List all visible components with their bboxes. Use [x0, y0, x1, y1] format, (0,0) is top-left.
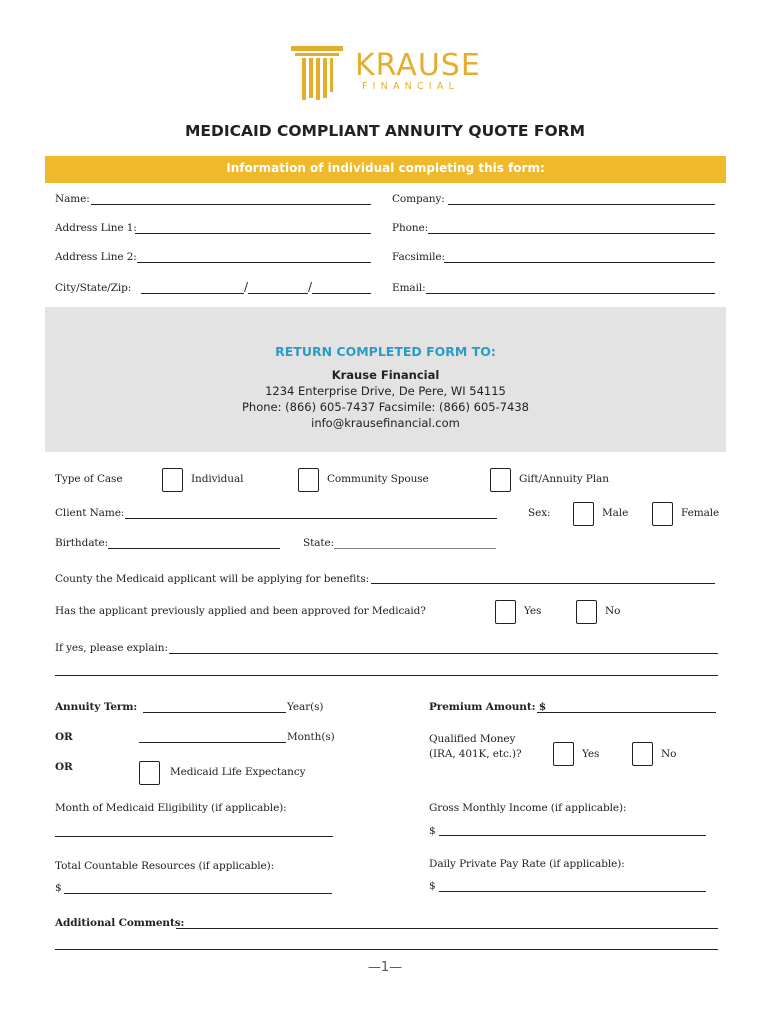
client-name-field[interactable] — [125, 518, 497, 519]
previous-yes-label: Yes — [524, 605, 542, 617]
qualified-money-label-1: Qualified Money — [429, 733, 516, 745]
city-state-zip-field[interactable] — [141, 293, 371, 294]
return-address: 1234 Enterprise Drive, De Pere, WI 54115 — [265, 384, 506, 398]
resources-field[interactable] — [64, 893, 332, 894]
or-label-2: OR — [55, 761, 73, 773]
previous-no-label: No — [605, 605, 621, 617]
comments-label: Additional Comments: — [55, 917, 185, 929]
return-email: info@krausefinancial.com — [311, 416, 460, 430]
private-pay-label: Daily Private Pay Rate (if applicable): — [429, 858, 625, 870]
explain-field-1[interactable] — [169, 653, 718, 654]
email-field[interactable] — [426, 293, 715, 294]
fax-field[interactable] — [444, 262, 715, 263]
premium-amount-label: Premium Amount: $ — [429, 701, 547, 713]
gross-income-field[interactable] — [439, 835, 706, 836]
return-title: RETURN COMPLETED FORM TO: — [275, 344, 496, 359]
slash-2: / — [308, 280, 312, 294]
male-label: Male — [602, 507, 629, 519]
previous-medicaid-label: Has the applicant previously applied and been approved for Medicaid? — [55, 605, 426, 617]
private-pay-dollar: $ — [429, 880, 436, 892]
qualified-yes-checkbox[interactable] — [553, 742, 574, 766]
birthdate-field[interactable] — [108, 548, 280, 549]
phone-label: Phone: — [392, 222, 429, 234]
life-expectancy-checkbox[interactable] — [139, 761, 160, 785]
annuity-term-label: Annuity Term: — [55, 701, 138, 713]
life-expectancy-label: Medicaid Life Expectancy — [170, 766, 306, 778]
return-phones: Phone: (866) 605-7437 Facsimile: (866) 605-7438 — [241, 400, 529, 414]
state-label: State: — [303, 537, 335, 549]
address2-field[interactable] — [137, 262, 371, 263]
resources-dollar: $ — [55, 882, 62, 894]
fax-label: Facsimile: — [392, 251, 445, 263]
birthdate-label: Birthdate: — [55, 537, 109, 549]
annuity-months-field[interactable] — [139, 742, 286, 743]
individual-checkbox[interactable] — [162, 468, 183, 492]
slash-1: / — [244, 280, 248, 294]
type-of-case-label: Type of Case — [55, 473, 123, 485]
female-label: Female — [681, 507, 720, 519]
explain-field-2[interactable] — [55, 675, 718, 676]
company-field[interactable] — [448, 204, 715, 205]
state-field[interactable] — [334, 548, 496, 549]
county-label: County the Medicaid applicant will be applying for benefits: — [55, 573, 370, 585]
previous-no-checkbox[interactable] — [576, 600, 597, 624]
qualified-no-checkbox[interactable] — [632, 742, 653, 766]
previous-yes-checkbox[interactable] — [495, 600, 516, 624]
eligibility-label: Month of Medicaid Eligibility (if applicable): — [55, 802, 287, 814]
years-label: Year(s) — [287, 701, 324, 713]
name-label: Name: — [55, 193, 90, 205]
gift-plan-checkbox[interactable] — [490, 468, 511, 492]
resources-label: Total Countable Resources (if applicable): — [55, 860, 275, 872]
info-banner-text: Information of individual completing this form: — [226, 161, 545, 175]
address1-label: Address Line 1: — [55, 222, 137, 234]
form-title: MEDICAID COMPLIANT ANNUITY QUOTE FORM — [184, 122, 586, 140]
address1-field[interactable] — [135, 233, 371, 234]
comments-field-2[interactable] — [55, 949, 718, 950]
gross-income-label: Gross Monthly Income (if applicable): — [429, 802, 627, 814]
page-number: —1— — [367, 960, 403, 975]
client-name-label: Client Name: — [55, 507, 125, 519]
explain-label: If yes, please explain: — [55, 642, 168, 654]
name-field[interactable] — [91, 204, 371, 205]
email-label: Email: — [392, 282, 426, 294]
company-label: Company: — [392, 193, 445, 205]
gift-plan-label: Gift/Annuity Plan — [519, 473, 609, 485]
male-checkbox[interactable] — [573, 502, 594, 526]
private-pay-field[interactable] — [439, 891, 706, 892]
return-company: Krause Financial — [331, 368, 440, 382]
address2-label: Address Line 2: — [55, 251, 137, 263]
individual-label: Individual — [191, 473, 244, 485]
qualified-money-label-2: (IRA, 401K, etc.)? — [429, 748, 522, 760]
logo-subtitle: FINANCIAL — [362, 81, 460, 92]
city-label: City/State/Zip: — [55, 282, 132, 294]
months-label: Month(s) — [287, 731, 335, 743]
qualified-yes-label: Yes — [582, 748, 600, 760]
logo-name: KRAUSE — [355, 48, 481, 83]
county-field[interactable] — [371, 583, 715, 584]
female-checkbox[interactable] — [652, 502, 673, 526]
annuity-years-field[interactable] — [143, 712, 286, 713]
pillar-logo-icon — [291, 46, 343, 100]
gross-income-dollar: $ — [429, 825, 436, 837]
comments-field-1[interactable] — [176, 928, 718, 929]
premium-amount-field[interactable] — [537, 712, 716, 713]
eligibility-field[interactable] — [55, 836, 333, 837]
community-spouse-label: Community Spouse — [327, 473, 429, 485]
phone-field[interactable] — [428, 233, 715, 234]
qualified-no-label: No — [661, 748, 677, 760]
or-label-1: OR — [55, 731, 73, 743]
sex-label: Sex: — [528, 507, 551, 519]
community-spouse-checkbox[interactable] — [298, 468, 319, 492]
